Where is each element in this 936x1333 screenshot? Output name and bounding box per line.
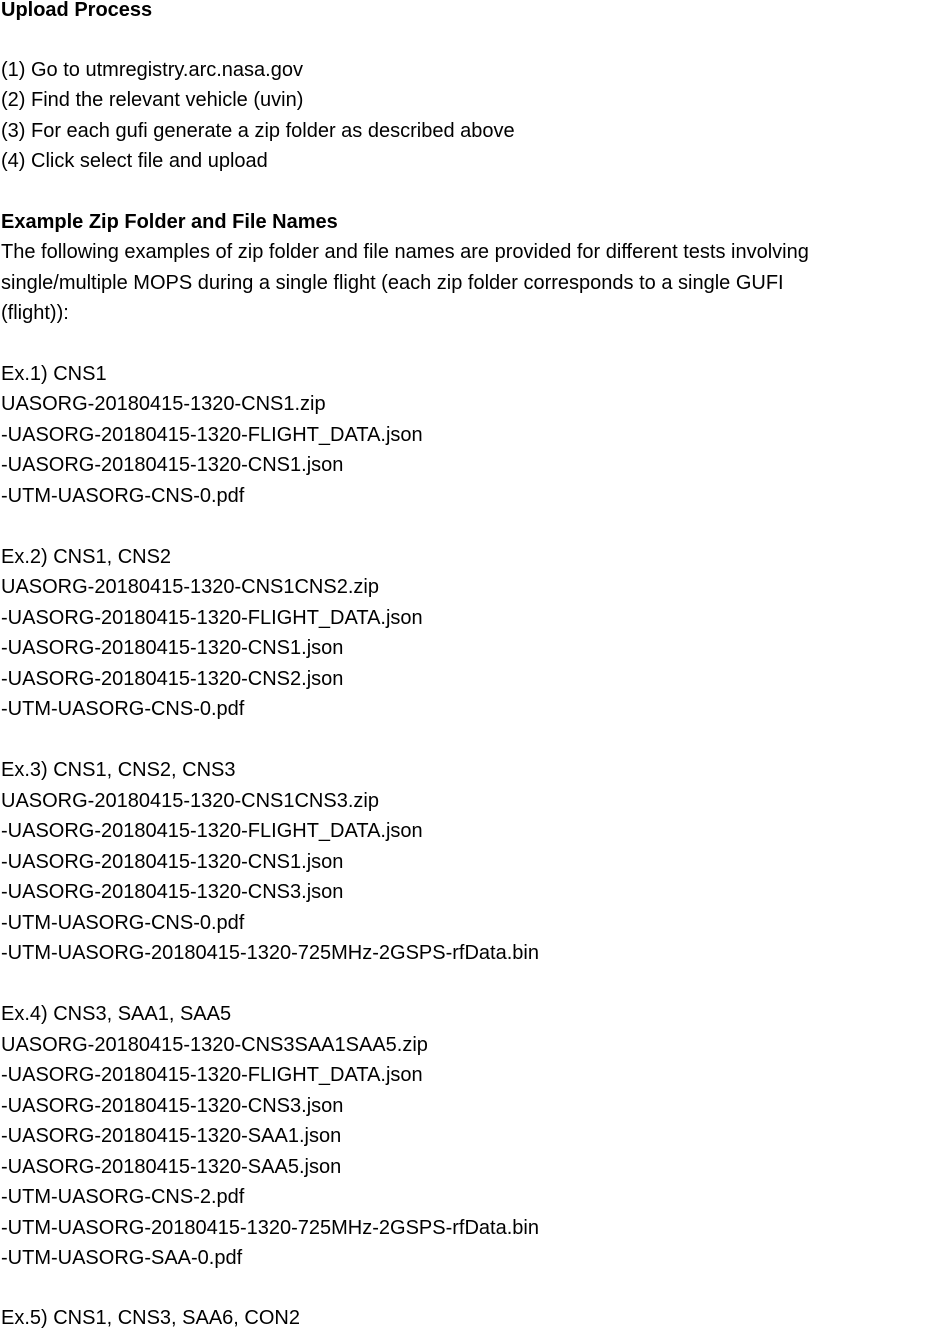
example-zip-name: UASORG-20180415-1320-CNS1CNS3.zip xyxy=(1,790,379,812)
upload-step: (3) For each gufi generate a zip folder as described above xyxy=(1,120,515,142)
example-file-name: -UASORG-20180415-1320-FLIGHT_DATA.json xyxy=(1,820,423,842)
example-title: Ex.1) CNS1 xyxy=(1,363,107,385)
example-file-name: -UTM-UASORG-CNS-0.pdf xyxy=(1,698,245,720)
example-file-name: -UTM-UASORG-SAA-0.pdf xyxy=(1,1247,243,1269)
example-file-name: -UASORG-20180415-1320-CNS1.json xyxy=(1,454,344,476)
example-file-name: -UTM-UASORG-20180415-1320-725MHz-2GSPS-rfData.bin xyxy=(1,942,539,964)
example-file-name: -UASORG-20180415-1320-FLIGHT_DATA.json xyxy=(1,424,423,446)
example-file-name: -UASORG-20180415-1320-SAA5.json xyxy=(1,1156,342,1178)
example-file-name: -UASORG-20180415-1320-CNS1.json xyxy=(1,637,344,659)
example-file-name: -UTM-UASORG-20180415-1320-725MHz-2GSPS-rfData.bin xyxy=(1,1217,539,1239)
upload-process-heading: Upload Process xyxy=(1,0,153,21)
example-file-name: -UASORG-20180415-1320-CNS2.json xyxy=(1,668,344,690)
example-file-name: -UASORG-20180415-1320-CNS1.json xyxy=(1,851,344,873)
example-file-name: -UTM-UASORG-CNS-0.pdf xyxy=(1,485,245,507)
example-title: Ex.4) CNS3, SAA1, SAA5 xyxy=(1,1003,232,1025)
example-file-name: -UASORG-20180415-1320-FLIGHT_DATA.json xyxy=(1,607,423,629)
example-file-name: -UTM-UASORG-CNS-2.pdf xyxy=(1,1186,245,1208)
example-zip-name: UASORG-20180415-1320-CNS1CNS2.zip xyxy=(1,576,379,598)
example-file-name: -UASORG-20180415-1320-CNS3.json xyxy=(1,881,344,903)
example-zip-name: UASORG-20180415-1320-CNS1.zip xyxy=(1,393,326,415)
example-file-name: -UASORG-20180415-1320-SAA1.json xyxy=(1,1125,342,1147)
example-title: Ex.3) CNS1, CNS2, CNS3 xyxy=(1,759,236,781)
example-file-name: -UTM-UASORG-CNS-0.pdf xyxy=(1,912,245,934)
upload-step: (4) Click select file and upload xyxy=(1,150,268,172)
example-file-name: -UASORG-20180415-1320-FLIGHT_DATA.json xyxy=(1,1064,423,1086)
intro-line: (flight)): xyxy=(1,302,69,324)
example-file-name: -UASORG-20180415-1320-CNS3.json xyxy=(1,1095,344,1117)
intro-line: The following examples of zip folder and file names are provided for different tests involving xyxy=(1,241,809,263)
upload-step: (1) Go to utmregistry.arc.nasa.gov xyxy=(1,59,303,81)
upload-step: (2) Find the relevant vehicle (uvin) xyxy=(1,89,304,111)
example-title: Ex.5) CNS1, CNS3, SAA6, CON2 xyxy=(1,1307,300,1329)
examples-heading: Example Zip Folder and File Names xyxy=(1,211,338,233)
intro-line: single/multiple MOPS during a single flight (each zip folder corresponds to a single GUFI xyxy=(1,272,784,294)
example-zip-name: UASORG-20180415-1320-CNS3SAA1SAA5.zip xyxy=(1,1034,428,1056)
example-title: Ex.2) CNS1, CNS2 xyxy=(1,546,172,568)
